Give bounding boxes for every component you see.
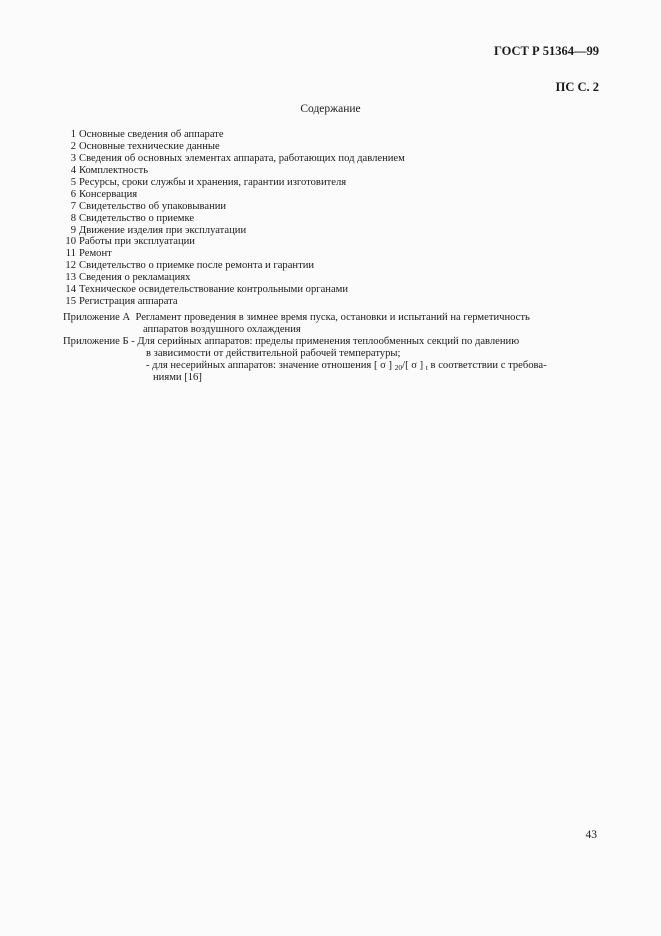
appendix-a-label: Приложение А (63, 312, 131, 323)
toc-item (62, 272, 405, 284)
toc-item-label: Сведения о рекламациях (79, 272, 191, 284)
appendix-b-line3-mid: /[ σ ] (402, 360, 426, 371)
toc-item (62, 189, 405, 201)
toc-item-number: 7 (70, 200, 76, 212)
toc-item-number: 12 (65, 260, 76, 272)
toc-item-label: Ремонт (79, 248, 112, 260)
appendix-a (63, 312, 530, 324)
toc-item-number: 8 (70, 212, 76, 224)
toc-item-number: 10 (65, 236, 76, 248)
page-label: ПС С. 2 (555, 80, 599, 94)
toc-item-number: 5 (70, 176, 76, 188)
toc-item-label: Регистрация аппарата (79, 296, 178, 308)
appendix-b-line3-end: в соответствии с требова- (427, 360, 547, 371)
table-of-contents (62, 129, 405, 308)
toc-item-number: 6 (70, 188, 76, 200)
document-code: ГОСТ Р 51364—99 (493, 44, 599, 58)
toc-item-label: Комплектность (79, 164, 149, 176)
toc-item-label: Работы при эксплуатации (79, 236, 195, 248)
appendix-b-label: Приложение Б (63, 336, 129, 347)
toc-item (62, 284, 405, 296)
toc-item-number: 1 (70, 129, 76, 140)
toc-item-label: Свидетельство о приемке после ремонта и гарантии (79, 260, 315, 272)
toc-item (62, 296, 405, 308)
appendix-b-title-line4: ниями [16] (153, 372, 202, 383)
toc-item (62, 225, 405, 237)
toc-item-number: 9 (70, 224, 76, 236)
toc-item (62, 213, 405, 225)
toc-item (62, 141, 405, 153)
toc-item-number: 14 (65, 284, 76, 296)
toc-title: Содержание (300, 103, 361, 115)
toc-item-number: 13 (65, 272, 76, 284)
toc-item-label: Движение изделия при эксплуатации (79, 224, 247, 236)
subscript-t: t (425, 363, 428, 372)
appendix-b-line3-text: - для несерийных аппаратов: значение отношения [ σ ] (146, 360, 395, 371)
toc-item (62, 153, 405, 165)
toc-item-number: 11 (65, 248, 76, 260)
toc-item-label: Свидетельство о приемке (79, 212, 195, 224)
toc-item-label: Сведения об основных элементах аппарата, работающих под давлением (79, 152, 405, 164)
toc-item-label: Ресурсы, сроки службы и хранения, гарантии изготовителя (79, 176, 347, 188)
toc-item-label: Основные сведения об аппарате (79, 129, 224, 140)
appendix-b-title-line2: в зависимости от действительной рабочей температуры; (146, 348, 401, 359)
toc-item (62, 260, 405, 272)
appendix-a-title-line2: аппаратов воздушного охлаждения (143, 324, 301, 335)
toc-item-number: 15 (65, 296, 76, 308)
toc-item (62, 201, 405, 213)
page-number: 43 (585, 829, 597, 841)
toc-item-number: 3 (70, 152, 76, 164)
appendix-b-title-line1: - Для серийных аппаратов: пределы применения теплообменных секций по давлению (131, 336, 520, 347)
toc-item (62, 248, 405, 260)
appendix-a-title-line1: Регламент проведения в зимнее время пуска, остановки и испытаний на герметичность (135, 312, 530, 323)
toc-item-label: Консервация (79, 188, 138, 200)
toc-item-number: 2 (70, 140, 76, 152)
toc-item-label: Свидетельство об упаковывании (79, 200, 227, 212)
toc-item (62, 129, 405, 141)
appendix-b (63, 336, 519, 348)
toc-item (62, 165, 405, 177)
toc-item-label: Техническое освидетельствование контрольными органами (79, 284, 349, 296)
toc-item-label: Основные технические данные (79, 140, 220, 152)
toc-item-number: 4 (70, 164, 76, 176)
subscript-20: 20 (394, 363, 403, 372)
appendix-b-title-line3 (146, 360, 547, 374)
toc-item (62, 236, 405, 248)
toc-item (62, 177, 405, 189)
